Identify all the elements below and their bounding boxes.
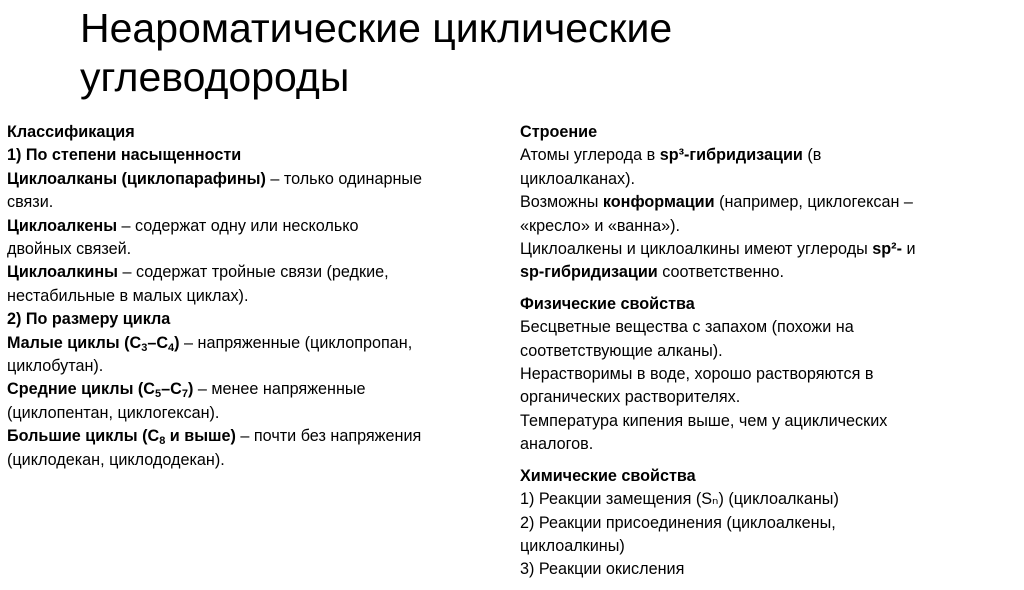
structure-l5-c: и bbox=[901, 240, 916, 259]
structure-l3-c: (например, циклогексан – bbox=[714, 193, 913, 212]
cycloalkanes-text: – только одинарные bbox=[265, 169, 423, 188]
classification-heading: Классификация bbox=[7, 123, 135, 141]
medium-rings-dash: –C bbox=[161, 380, 182, 399]
medium-rings-text-2: (циклопентан, циклогексан). bbox=[7, 403, 220, 422]
cycloalkynes-item bbox=[7, 261, 507, 284]
small-rings-dash: –C bbox=[147, 333, 169, 352]
structure-line-4: «кресло» и «ванна»). bbox=[520, 216, 681, 235]
physical-line-4: органических растворителях. bbox=[520, 388, 741, 407]
slide-title bbox=[80, 4, 980, 102]
classification-column bbox=[7, 121, 507, 472]
section-ring-size: 2) По размеру цикла bbox=[7, 310, 171, 329]
structure-heading: Строение bbox=[520, 123, 598, 141]
large-rings-sub: 8 bbox=[159, 435, 166, 448]
medium-rings-item bbox=[7, 378, 507, 401]
section-saturation: 1) По степени насыщенности bbox=[7, 146, 242, 165]
structure-line-5 bbox=[520, 238, 1015, 261]
small-rings-text: – напряженные (циклопропан, bbox=[179, 333, 413, 352]
cycloalkenes-term: Циклоалкены bbox=[7, 216, 118, 235]
cycloalkenes-text: – содержат одну или несколько bbox=[117, 216, 359, 235]
small-rings-item bbox=[7, 332, 507, 355]
structure-line-2: циклоалканах). bbox=[520, 169, 636, 188]
medium-rings-sub-1: 5 bbox=[154, 388, 162, 401]
structure-line-3 bbox=[520, 191, 1015, 214]
small-rings-sub-2: 4 bbox=[168, 341, 175, 354]
structure-section bbox=[520, 121, 1015, 285]
medium-rings-term-text: Средние циклы (C bbox=[7, 380, 155, 399]
physical-section bbox=[520, 293, 1015, 457]
large-rings-text-2: (циклодекан, циклододекан). bbox=[7, 450, 225, 469]
medium-rings-close: ) bbox=[187, 380, 194, 399]
physical-line-6: аналогов. bbox=[520, 435, 594, 454]
structure-l3-a: Возможны bbox=[520, 193, 603, 212]
cycloalkanes-item bbox=[7, 168, 507, 191]
physical-line-5: Температура кипения выше, чем у ациклических bbox=[520, 411, 888, 430]
structure-line-6 bbox=[520, 261, 1015, 284]
structure-l1-c: (в bbox=[802, 146, 822, 165]
chemical-section bbox=[520, 465, 1015, 582]
medium-rings-term bbox=[7, 380, 194, 401]
structure-l1-a: Атомы углерода в bbox=[520, 146, 660, 165]
structure-l5-a: Циклоалкены и циклоалкины имеют углероды bbox=[520, 240, 873, 259]
small-rings-term bbox=[7, 334, 180, 352]
small-rings-text-2: циклобутан). bbox=[7, 357, 104, 376]
properties-column bbox=[520, 121, 1015, 590]
conformation-term: конформации bbox=[602, 193, 715, 212]
small-rings-sub-1: 3 bbox=[141, 341, 148, 354]
cycloalkynes-term: Циклоалкины bbox=[7, 263, 118, 282]
title-line-1: Неароматические циклические bbox=[80, 5, 673, 51]
cycloalkanes-term: Циклоалканы (циклопарафины) bbox=[7, 169, 266, 188]
structure-l6-b: соответственно. bbox=[657, 263, 784, 282]
structure-line-1 bbox=[520, 144, 1015, 167]
sp3-term: sp³-гибридизации bbox=[659, 146, 803, 165]
chemical-line-3: циклоалкины) bbox=[520, 536, 625, 555]
cycloalkanes-text-2: связи. bbox=[7, 193, 54, 212]
physical-line-1: Бесцветные вещества с запахом (похожи на bbox=[520, 318, 854, 337]
cycloalkynes-text: – содержат тройные связи (редкие, bbox=[117, 263, 389, 282]
chemical-line-4: 3) Реакции окисления bbox=[520, 560, 685, 579]
large-rings-term bbox=[7, 427, 236, 448]
chemical-line-1: 1) Реакции замещения (Sₙ) (циклоалканы) bbox=[520, 490, 839, 509]
cycloalkenes-text-2: двойных связей. bbox=[7, 240, 132, 259]
cycloalkynes-text-2: нестабильные в малых циклах). bbox=[7, 286, 249, 305]
large-rings-text: – почти без напряжения bbox=[235, 427, 422, 446]
medium-rings-text: – менее напряженные bbox=[193, 380, 366, 399]
physical-heading: Физические свойства bbox=[520, 294, 695, 313]
small-rings-term-text: Малые циклы (C bbox=[7, 333, 142, 352]
physical-line-3: Нерастворимы в воде, хорошо растворяются в bbox=[520, 365, 874, 384]
large-rings-close: и выше) bbox=[165, 427, 236, 446]
large-rings-item bbox=[7, 425, 507, 448]
medium-rings-sub-2: 7 bbox=[181, 388, 188, 401]
title-line-2: углеводороды bbox=[80, 54, 350, 100]
sp-term: sp-гибридизации bbox=[520, 263, 658, 282]
small-rings-close: ) bbox=[174, 333, 180, 352]
large-rings-term-text: Большие циклы (C bbox=[7, 427, 160, 446]
chemical-heading: Химические свойства bbox=[520, 466, 696, 485]
chemical-line-2: 2) Реакции присоединения (циклоалкены, bbox=[520, 513, 836, 532]
cycloalkenes-item bbox=[7, 215, 507, 238]
physical-line-2: соответствующие алканы). bbox=[520, 341, 723, 360]
sp2-term: sp²- bbox=[872, 240, 902, 259]
